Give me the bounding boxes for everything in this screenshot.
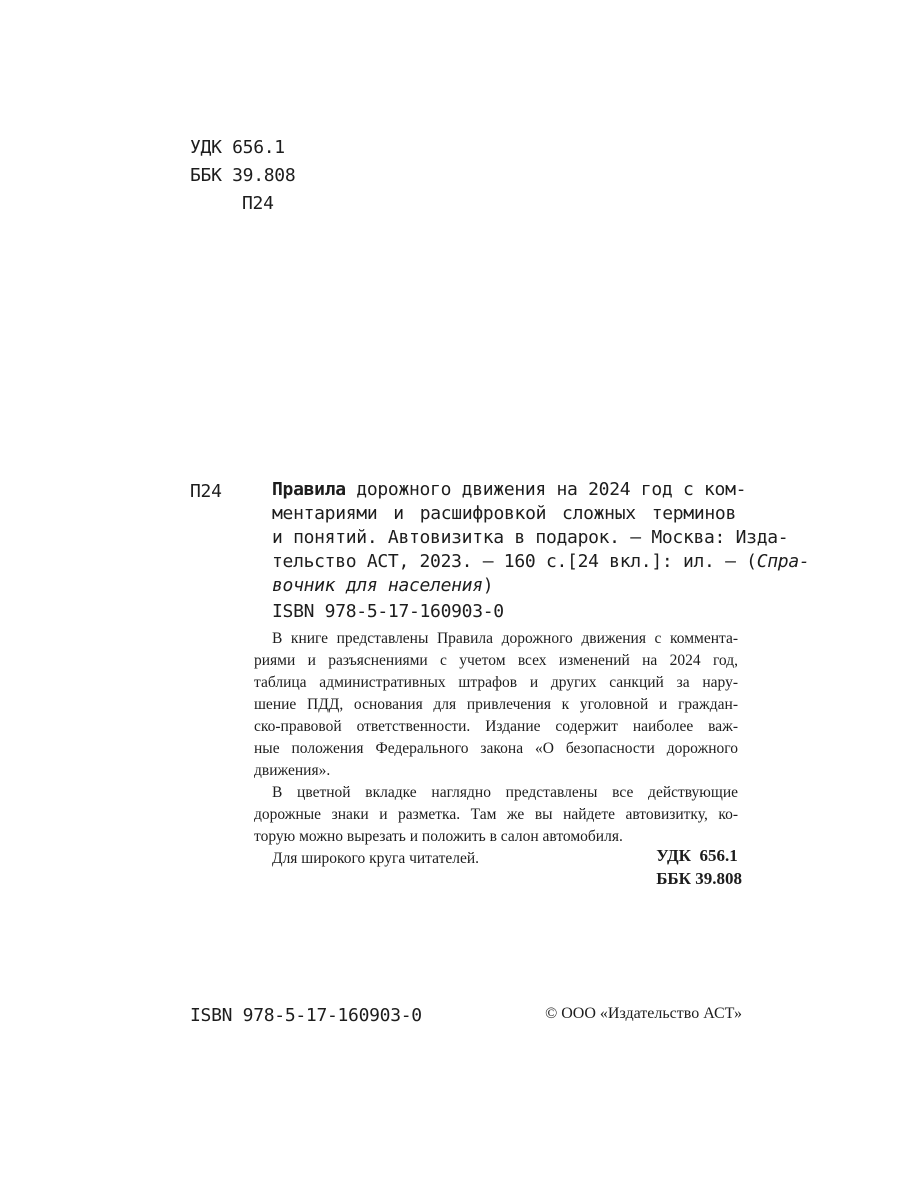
annotation-line: шение ПДД, основания для привлечения к уголовной и граждан- — [254, 696, 738, 713]
udk-code-right: УДК 656.1 — [656, 846, 738, 865]
biblio-text: ) — [482, 575, 494, 596]
annotation-line: торую можно вырезать и положить в салон автомобиля. — [254, 828, 623, 845]
annotation-line: таблица административных штрафов и других санкций за нару- — [254, 674, 738, 691]
annotation-line: ско-правовой ответственности. Издание содержит наиболее важ- — [254, 718, 738, 735]
isbn-footer: ISBN 978-5-17-160903-0 — [190, 1005, 422, 1026]
card-author-mark: П24 — [190, 481, 222, 502]
author-mark: П24 — [242, 193, 274, 214]
biblio-text: дорожного движения на 2024 год с ком- — [345, 479, 747, 500]
title-bold: Правила — [272, 479, 346, 500]
series-italic: вочник для населения — [272, 575, 483, 596]
annotation-line: Для широкого круга читателей. — [272, 850, 480, 867]
biblio-line: ментариями и расшифровкой сложных терминов — [272, 503, 736, 524]
annotation-line: риями и разъяснениями с учетом всех изменений на 2024 год, — [254, 652, 738, 669]
annotation-line: В цветной вкладке наглядно представлены все действующие — [272, 784, 738, 801]
biblio-line — [272, 574, 736, 598]
biblio-line: и понятий. Автовизитка в подарок. — Москва: Изда- — [272, 527, 789, 548]
copyright-notice: © ООО «Издательство АСТ» — [545, 1005, 742, 1022]
isbn-main: ISBN 978-5-17-160903-0 — [272, 601, 504, 622]
classification-codes-right — [656, 844, 742, 890]
annotation-line: В книге представлены Правила дорожного движения с коммента- — [272, 630, 738, 647]
biblio-line — [272, 478, 747, 502]
classification-codes — [190, 134, 295, 218]
series-italic: Спра- — [756, 551, 810, 572]
annotation-line: ные положения Федерального закона «О безопасности дорожного — [254, 740, 738, 757]
annotation — [254, 628, 738, 870]
bbk-code: ББК 39.808 — [190, 165, 296, 186]
annotation-line: движения». — [254, 762, 331, 779]
biblio-line — [272, 550, 810, 574]
biblio-text: тельство АСТ, 2023. – 160 с.[24 вкл.]: ил. — ( — [272, 551, 757, 572]
bbk-code-right: ББК 39.808 — [656, 869, 742, 888]
annotation-line: дорожные знаки и разметка. Там же вы найдете автовизитку, ко- — [254, 806, 738, 823]
udk-code: УДК 656.1 — [190, 137, 285, 158]
bibliographic-description — [272, 478, 810, 598]
